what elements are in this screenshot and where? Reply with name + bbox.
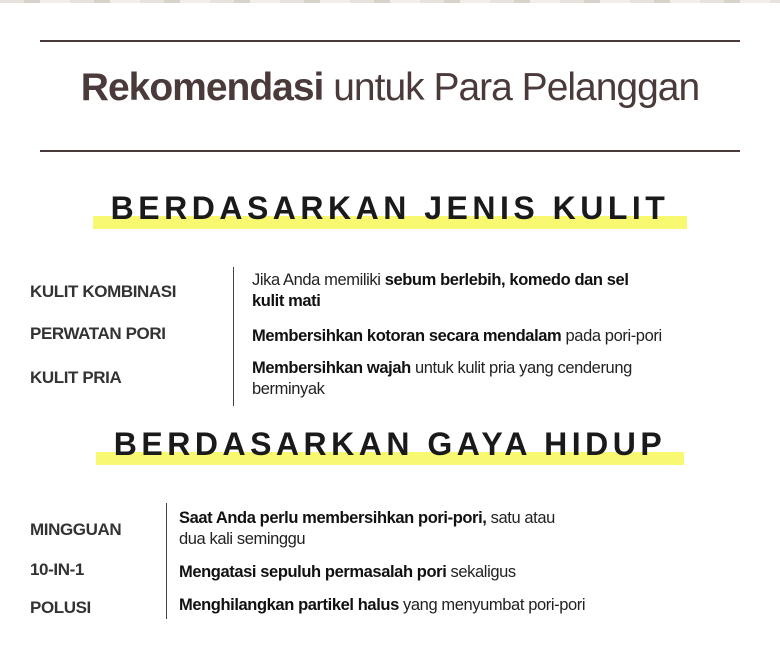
page-title [0,66,780,110]
skin-divider [233,267,234,406]
skin-desc-pore-rest: pada pori-pori [561,327,662,345]
skin-desc-men-rest: untuk kulit pria yang cenderung [410,359,632,377]
life-desc-weekly [179,508,555,550]
life-desc-pollution-rest: yang menyumbat pori-pori [398,596,586,614]
life-label-pollution: POLUSI [30,598,91,617]
title-bold: Rekomendasi [80,66,324,109]
life-divider [166,503,167,619]
section-life-heading [0,426,780,463]
skin-desc-men-bold: Membersihkan wajah [252,359,411,377]
life-desc-10in1-bold: Mengatasi sepuluh permasalah pori [179,563,447,581]
skin-desc-combination-pre: Jika Anda memiliki [252,271,385,289]
life-label-10in1: 10-IN-1 [30,560,84,579]
title-top-rule [40,40,740,42]
skin-desc-combination [252,270,629,312]
life-desc-pollution-bold: Menghilangkan partikel halus [179,596,399,614]
life-label-weekly: MINGGUAN [30,520,122,539]
skin-desc-men-line2: berminyak [252,380,325,398]
section-life-heading-text: BERDASARKAN GAYA HIDUP [108,426,672,463]
skin-desc-pore-bold: Membersihkan kotoran secara mendalam [252,327,562,345]
section-skin-heading [0,190,780,227]
life-desc-10in1-rest: sekaligus [446,563,516,581]
section-skin-heading-text: BERDASARKAN JENIS KULIT [105,190,676,227]
life-desc-weekly-bold: Saat Anda perlu membersihkan pori-pori, [179,509,487,527]
skin-label-pore: PERWATAN PORI [30,324,166,343]
skin-desc-men [252,358,632,400]
life-desc-weekly-rest: satu atau [486,509,555,527]
skin-label-combination: KULIT KOMBINASI [30,282,177,301]
title-rest: untuk Para Pelanggan [323,66,700,109]
title-bottom-rule [40,150,740,152]
skin-desc-combination-bold2: kulit mati [252,292,321,310]
skin-desc-pore [252,326,662,347]
life-desc-pollution [179,595,585,616]
life-desc-10in1 [179,562,516,583]
life-desc-weekly-line2: dua kali seminggu [179,530,306,548]
skin-desc-combination-bold: sebum berlebih, komedo dan sel [384,271,629,289]
top-decorative-strip [0,0,780,3]
skin-label-men: KULIT PRIA [30,368,122,387]
